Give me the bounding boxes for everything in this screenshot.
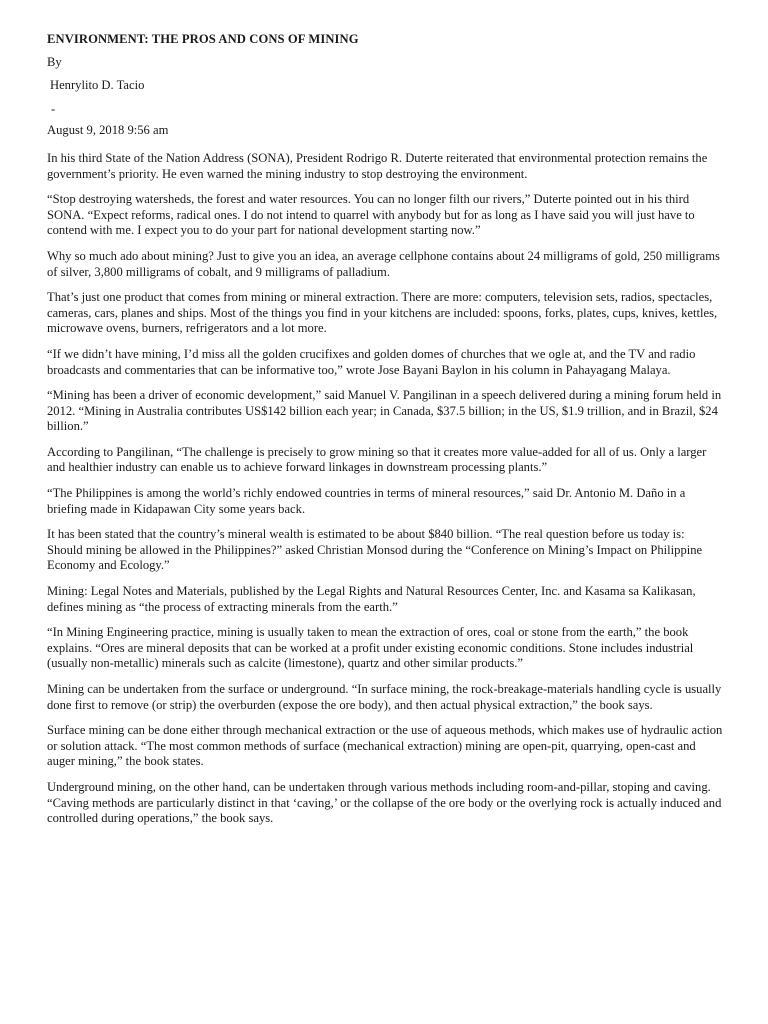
paragraph: “If we didn’t have mining, I’d miss all the golden crucifixes and golden domes of churches that we ogle at, and the TV and radio broadcasts and commentaries that can be informative too,” wrote Jose Bayani Baylon in his column in Pahayagang Malaya. <box>47 346 696 377</box>
paragraph: In his third State of the Nation Address (SONA), President Rodrigo R. Duterte reiterated that environmental protection remains the government’s priority. He even warned the mining industry to stop destroying the environment. <box>47 150 708 181</box>
paragraph: Underground mining, on the other hand, can be undertaken through various methods including room-and-pillar, stoping and caving. “Caving methods are particularly distinct in that ‘caving,’ or the collapse of the ore body or the overlying rock is actually induced and controlled during operations,” the book says. <box>47 779 722 826</box>
author-name: Henrylito D. Tacio <box>50 78 145 93</box>
byline-separator: - <box>51 101 56 116</box>
paragraph: Mining: Legal Notes and Materials, published by the Legal Rights and Natural Resources Center, Inc. and Kasama sa Kalikasan, defines mining as “the process of extracting minerals from the earth.” <box>47 584 696 614</box>
paragraph: Mining can be undertaken from the surface or underground. “In surface mining, the rock-breakage-materials handling cycle is usually done first to remove (or strip) the overburden (expose the ore body), and then actual physical extraction,” the book says. <box>47 682 722 712</box>
paragraph: Why so much ado about mining? Just to give you an idea, an average cellphone contains about 24 milligrams of gold, 250 milligrams of silver, 3,800 milligrams of cobalt, and 9 milligrams of palladium. <box>47 248 720 279</box>
paragraph: “Stop destroying watersheds, the forest and water resources. You can no longer filth our rivers,” Duterte pointed out in his third SONA. “Expect reforms, radical ones. I do not intend to quarrel with anybody but for as long as I have said you will just have to contend with me. I expect you to do your part for national development starting now.” <box>47 192 695 238</box>
document-page <box>47 32 723 837</box>
paragraph: “Mining has been a driver of economic development,” said Manuel V. Pangilinan in a speech delivered during a mining forum held in 2012. “Mining in Australia contributes US$142 billion each year; in Canada, $37.5 billion; in the US, $1.9 trillion, and in Brazil, $24 billion.” <box>47 388 722 434</box>
byline-label: By <box>47 54 62 69</box>
paragraph: “In Mining Engineering practice, mining is usually taken to mean the extraction of ores, coal or stone from the earth,” the book explains. “Ores are mineral deposits that can be worked at a profit under existing economic conditions. Stone includes industrial (usually non-metallic) minerals such as calcite (limestone), quartz and other similar products.” <box>47 625 694 671</box>
article-title: ENVIRONMENT: THE PROS AND CONS OF MINING <box>47 32 359 46</box>
paragraph: “The Philippines is among the world’s richly endowed countries in terms of mineral resources,” said Dr. Antonio M. Daño in a briefing made in Kidapawan City some years back. <box>47 486 686 516</box>
paragraph: According to Pangilinan, “The challenge is precisely to grow mining so that it creates more value-added for all of us. Only a larger and healthier industry can enable us to achieve forward linkages in downstream processing plants.” <box>47 444 707 475</box>
paragraph: That’s just one product that comes from mining or mineral extraction. There are more: computers, television sets, radios, spectacles, cameras, cars, planes and ships. Most of the things you find in your kitchens are included: spoons, forks, plates, cups, knives, kettles, microwave ovens, burners, refrigerators and a lot more. <box>47 290 718 336</box>
paragraph: It has been stated that the country’s mineral wealth is estimated to be about $840 billion. “The real question before us today is: Should mining be allowed in the Philippines?” asked Christian Monsod during the “Conference on Mining’s Impact on Philippine Economy and Ecology.” <box>47 527 703 573</box>
publish-date: August 9, 2018 9:56 am <box>47 123 169 138</box>
paragraph: Surface mining can be done either through mechanical extraction or the use of aqueous methods, which makes use of hydraulic action or solution attack. “The most common methods of surface (mechanical extraction) mining are open-pit, quarrying, open-cast and auger mining,” the book states. <box>47 723 723 769</box>
